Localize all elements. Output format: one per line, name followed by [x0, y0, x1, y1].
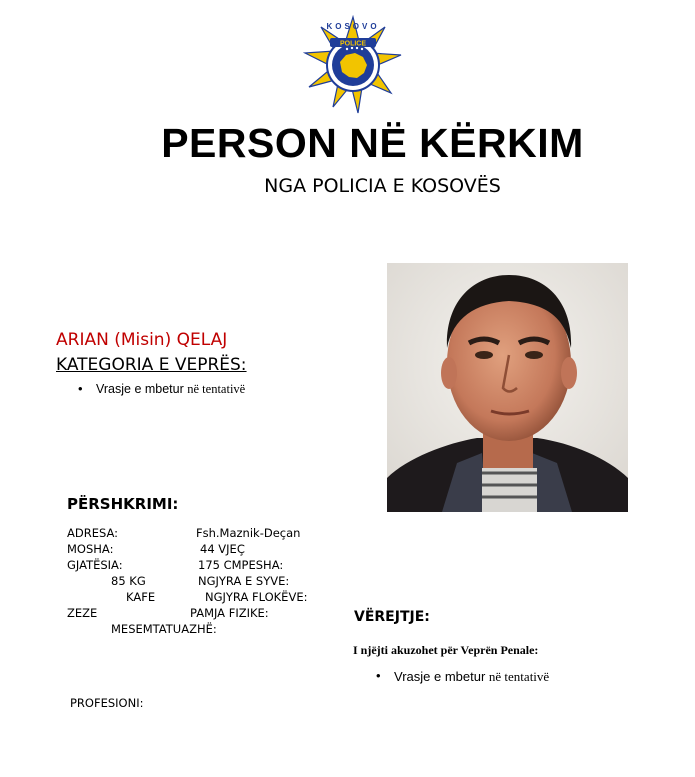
weight-value: 85 KG — [111, 574, 146, 588]
hair-color-value: ZEZE — [67, 606, 98, 620]
eye-color-value: KAFE — [126, 590, 156, 604]
page-title: PERSON NË KËRKIM — [161, 120, 584, 166]
portrait-image — [387, 263, 628, 512]
logo-ring-text: KOSOVO — [326, 22, 380, 31]
charge-text: I njëjti akuzohet për Veprën Penale: — [353, 643, 539, 657]
list-item — [372, 669, 549, 685]
charge-list — [372, 669, 549, 685]
address-label: ADRESA: — [67, 526, 119, 540]
offense-text: Vrasje e mbetur — [394, 669, 489, 684]
eye-color-label: NGJYRA E SYVE: — [198, 574, 290, 588]
page-subtitle: NGA POLICIA E KOSOVËS — [264, 175, 501, 197]
age-label: MOSHA: — [67, 542, 114, 556]
notes-heading: VËREJTJE: — [354, 609, 430, 625]
hair-color-label: NGJYRA FLOKËVE: — [205, 590, 308, 604]
logo-band-text: POLICE — [339, 40, 367, 48]
kosovo-police-logo — [303, 15, 403, 115]
appearance-value: MESEMTATUAZHË: — [111, 622, 217, 636]
profession-label: PROFESIONI: — [70, 696, 144, 710]
offense-category-list — [74, 382, 245, 397]
offense-category-heading: KATEGORIA E VEPRËS: — [56, 355, 247, 375]
appearance-label: PAMJA FIZIKE: — [190, 606, 269, 620]
age-value: 44 VJEÇ — [200, 542, 245, 556]
height-label: GJATËSIA: — [67, 558, 123, 572]
address-value: Fsh.Maznik-Deçan — [196, 526, 301, 540]
height-value-weight-label: 175 CMPESHA: — [198, 558, 284, 572]
list-item — [74, 382, 245, 397]
description-heading: PËRSHKRIMI: — [67, 495, 179, 513]
suspect-name: ARIAN (Misin) QELAJ — [56, 330, 228, 350]
offense-text: Vrasje e mbetur — [96, 382, 188, 396]
police-badge-icon — [303, 15, 403, 115]
suspect-photo — [387, 263, 628, 512]
offense-text-serif: në tentativë — [488, 669, 550, 684]
offense-text-serif: në tentativë — [187, 382, 246, 396]
